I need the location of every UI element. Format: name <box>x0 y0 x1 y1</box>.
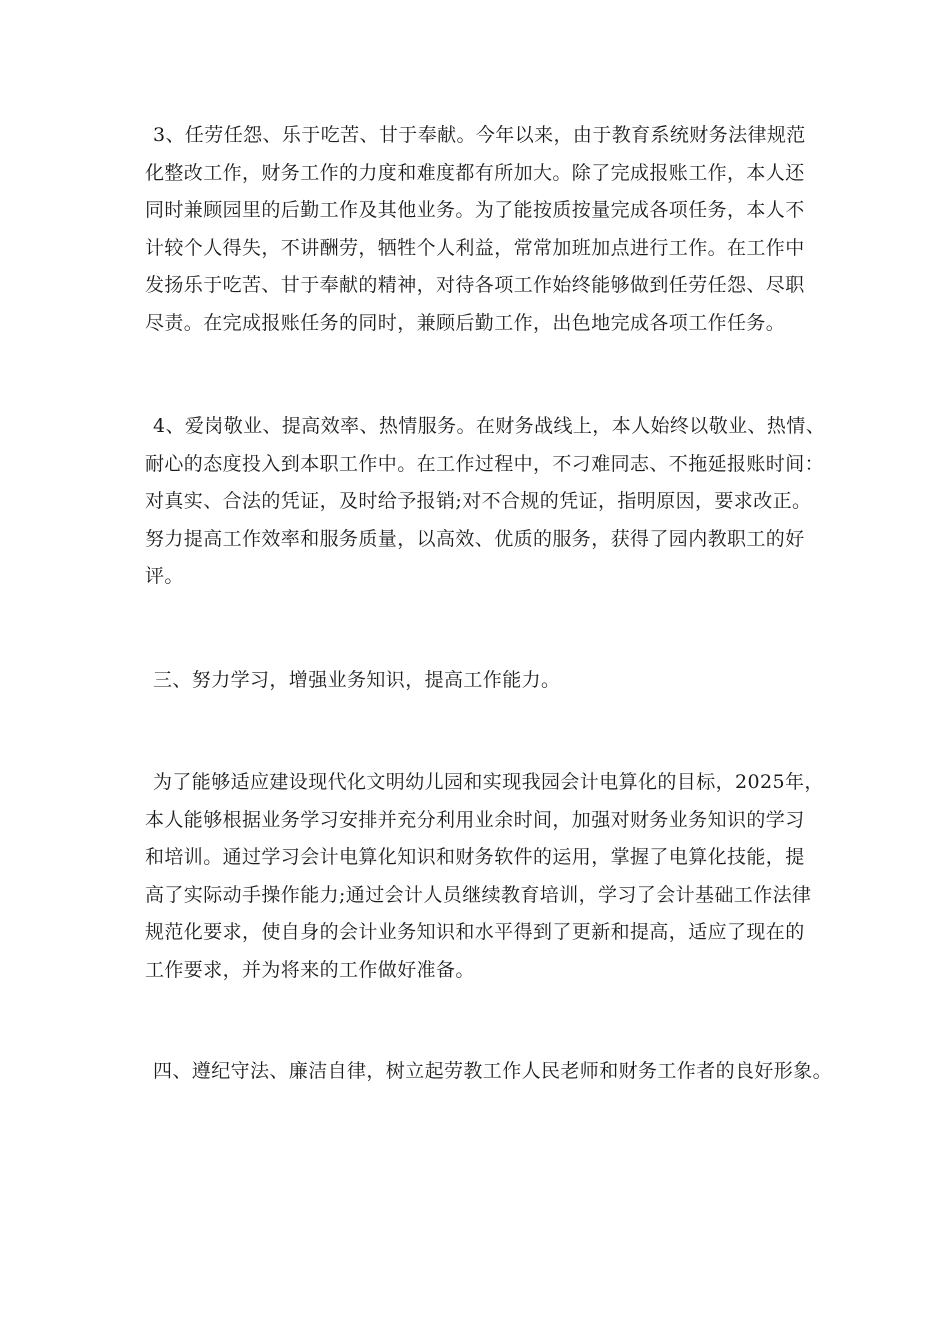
paragraph-3-line: 同时兼顾园里的后勤工作及其他业务。为了能按质按量完成各项任务，本人不 <box>145 199 805 222</box>
paragraph-3-line: 发扬乐于吃苦、甘于奉献的精神，对待各项工作始终能够做到任劳任怨、尽职 <box>145 274 805 297</box>
paragraph-4-line: 耐心的态度投入到本职工作中。在工作过程中，不刁难同志、不拖延报账时间： <box>145 452 825 475</box>
paragraph-4-line: 对真实、合法的凭证，及时给予报销;对不合规的凭证，指明原因，要求改正。 <box>145 490 812 513</box>
paragraph-3-line: 计较个人得失，不讲酬劳，牺牲个人利益，常常加班加点进行工作。在工作中 <box>145 236 805 259</box>
paragraph-4-line: 努力提高工作效率和服务质量，以高效、优质的服务，获得了园内教职工的好 <box>145 527 805 550</box>
paragraph-3-line: 化整改工作，财务工作的力度和难度都有所加大。除了完成报账工作，本人还 <box>145 161 805 184</box>
section-3-body-line: 工作要求，并为将来的工作做好准备。 <box>145 958 475 981</box>
section-3-body-line: 规范化要求，使自身的会计业务知识和水平得到了更新和提高，适应了现在的 <box>145 921 805 944</box>
paragraph-4 <box>145 408 826 596</box>
paragraph-4-line: 评。 <box>145 565 184 588</box>
paragraph-3 <box>145 117 817 343</box>
paragraph-4-line: 4、爱岗敬业、提高效率、热情服务。在财务战线上，本人始终以敬业、热情、 <box>153 415 826 437</box>
section-4-heading: 四、遵纪守法、廉洁自律，树立起劳教工作人民老师和财务工作者的良好形象。 <box>153 1060 833 1082</box>
paragraph-3-line: 尽责。在完成报账任务的同时，兼顾后勤工作，出色地完成各项工作任务。 <box>145 311 786 334</box>
section-3-body <box>145 764 824 990</box>
section-3-body-line: 为了能够适应建设现代化文明幼儿园和实现我园会计电算化的目标，2025年， <box>153 771 824 793</box>
section-3-body-line: 高了实际动手操作能力;通过会计人员继续教育培训，学习了会计基础工作法律 <box>145 883 812 906</box>
section-3-body-line: 和培训。通过学习会计电算化知识和财务软件的运用，掌握了电算化技能，提 <box>145 846 805 869</box>
section-3-heading: 三、努力学习，增强业务知识，提高工作能力。 <box>153 669 561 691</box>
paragraph-3-line: 3、任劳任怨、乐于吃苦、甘于奉献。今年以来，由于教育系统财务法律规范 <box>153 124 806 146</box>
section-3-body-line: 本人能够根据业务学习安排并充分利用业余时间，加强对财务业务知识的学习 <box>145 808 805 831</box>
